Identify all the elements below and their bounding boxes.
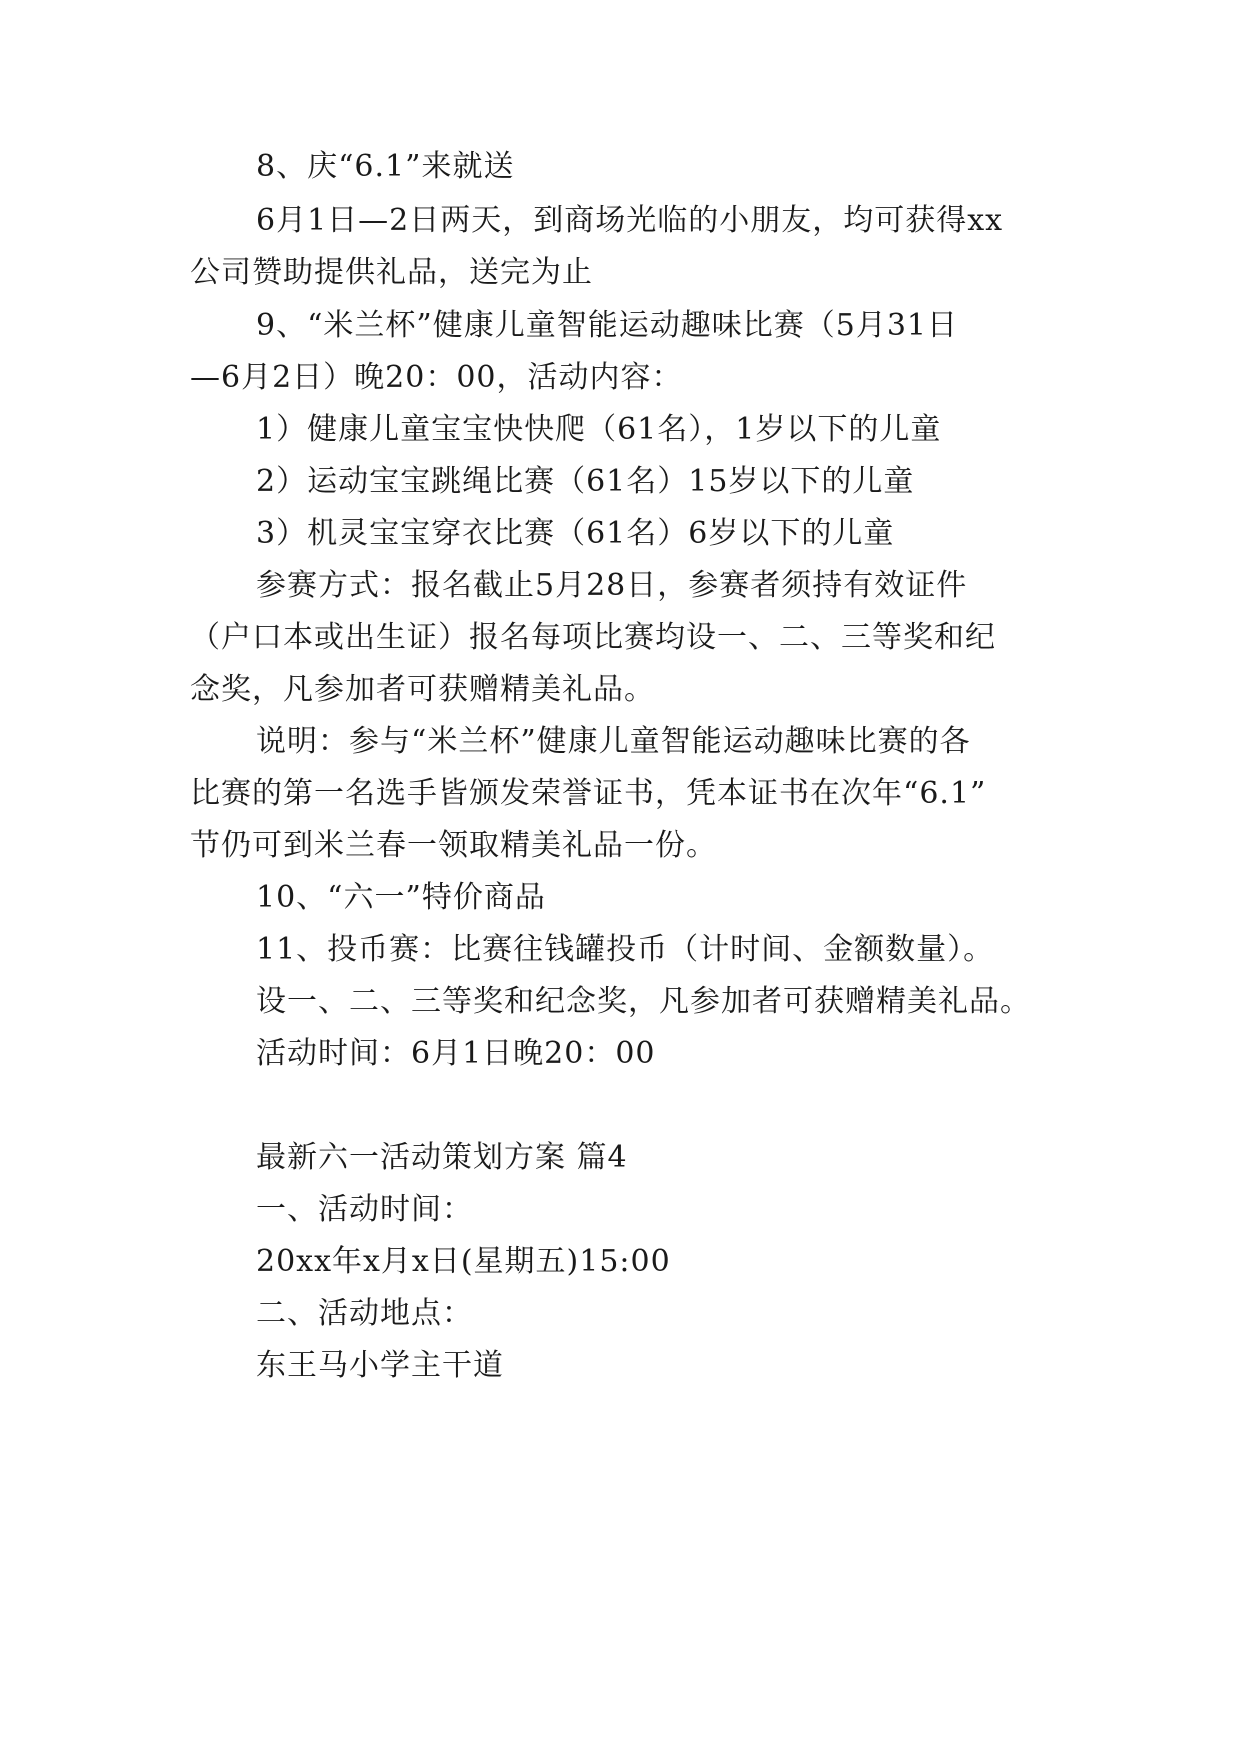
note-line-2: 比赛的第一名选手皆颁发荣誉证书，凭本证书在次年“6.1” [190,776,987,811]
item-11-time: 活动时间：6月1日晚20：00 [256,1036,656,1071]
note-line-3: 节仍可到米兰春一领取精美礼品一份。 [190,828,717,863]
item-9-heading-line-1: 9、“米兰杯”健康儿童智能运动趣味比赛（5月31日 [256,308,959,343]
activity-location-heading: 二、活动地点： [256,1296,473,1331]
item-8-heading: 8、庆“6.1”来就送 [256,149,515,184]
entry-method-line-3: 念奖，凡参加者可获赠精美礼品。 [190,672,655,707]
note-line-1: 说明：参与“米兰杯”健康儿童智能运动趣味比赛的各 [256,724,971,759]
section-4-title: 最新六一活动策划方案 篇4 [256,1140,628,1175]
item-11-heading: 11、投币赛：比赛往钱罐投币（计时间、金额数量）。 [256,932,995,967]
contest-item-3: 3）机灵宝宝穿衣比赛（61名）6岁以下的儿童 [256,516,895,551]
entry-method-line-2: （户口本或出生证）报名每项比赛均设一、二、三等奖和纪 [190,620,996,655]
item-8-text-line-1: 6月1日—2日两天，到商场光临的小朋友，均可获得xx [256,203,1004,238]
item-11-prizes: 设一、二、三等奖和纪念奖，凡参加者可获赠精美礼品。 [256,984,1031,1019]
item-9-heading-line-2: —6月2日）晚20：00，活动内容： [190,360,683,395]
item-8-text-line-2: 公司赞助提供礼品，送完为止 [190,255,593,290]
contest-item-1: 1）健康儿童宝宝快快爬（61名），1岁以下的儿童 [256,412,942,447]
entry-method-line-1: 参赛方式：报名截止5月28日，参赛者须持有效证件 [256,568,968,603]
activity-location-value: 东王马小学主干道 [256,1348,504,1383]
activity-time-heading: 一、活动时间： [256,1192,473,1227]
contest-item-2: 2）运动宝宝跳绳比赛（61名）15岁以下的儿童 [256,464,915,499]
item-10-heading: 10、“六一”特价商品 [256,880,546,915]
activity-time-value: 20xx年x月x日(星期五)15:00 [256,1244,671,1279]
